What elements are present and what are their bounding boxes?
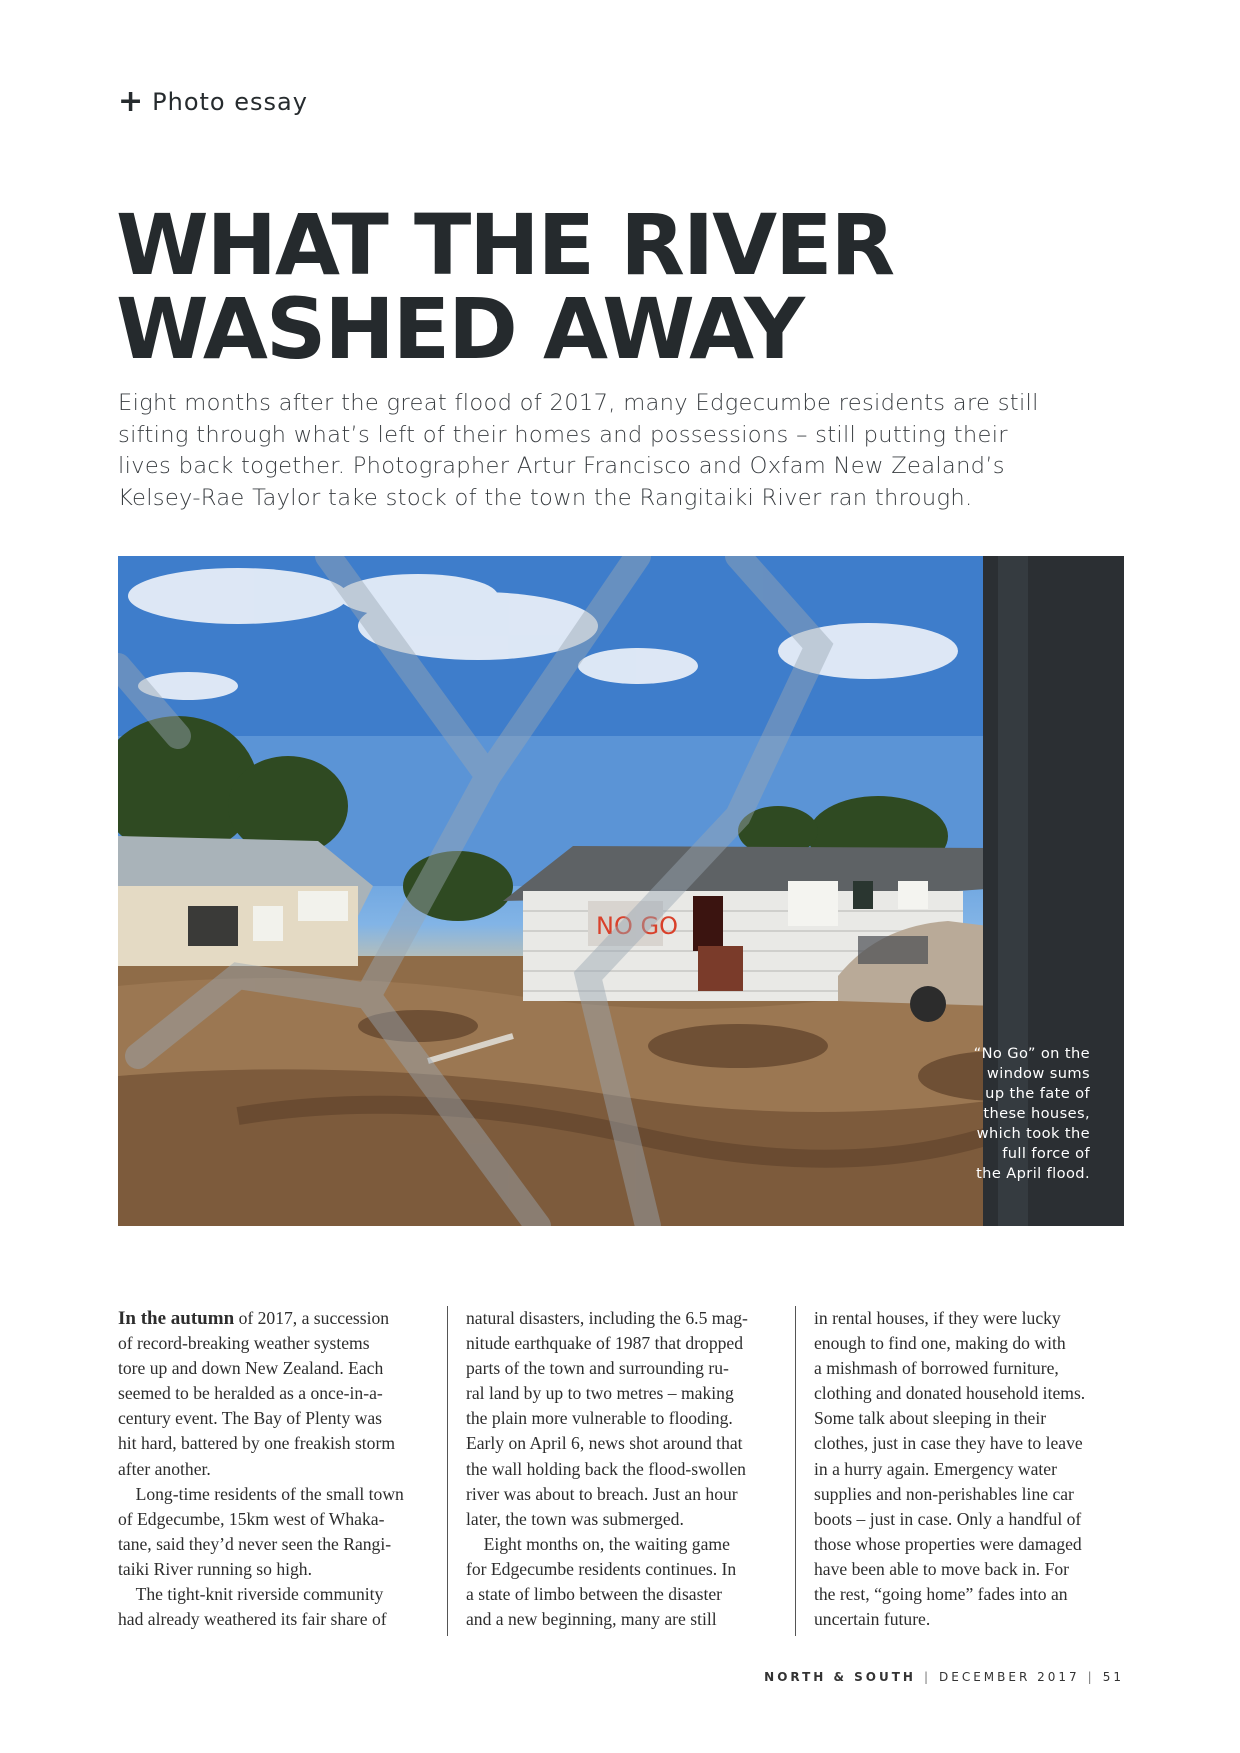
- body-line: [118, 1306, 428, 1331]
- body-line: have been able to move back in. For: [814, 1558, 1070, 1579]
- body-line: hit hard, battered by one freakish storm: [118, 1433, 396, 1454]
- lead-in: In the autumn: [118, 1308, 235, 1329]
- body-line: the rest, “going home” fades into an: [814, 1584, 1068, 1605]
- body-line: natural disasters, including the 6.5 mag-: [466, 1308, 748, 1328]
- headline-line: WASHED AWAY: [116, 280, 803, 378]
- body-line: enough to find one, making do with: [814, 1333, 1066, 1354]
- caption-line: “No Go” on the: [973, 1045, 1090, 1062]
- caption-line: up the fate of: [985, 1085, 1090, 1102]
- footer-separator: |: [1087, 1670, 1095, 1684]
- body-line: those whose properties were damaged: [814, 1533, 1082, 1554]
- body-line: nitude earthquake of 1987 that dropped: [466, 1333, 744, 1354]
- body-line-text: of 2017, a succession: [238, 1308, 390, 1328]
- body-line: the wall holding back the flood-swollen: [466, 1458, 746, 1479]
- standfirst-line: Eight months after the great flood of 2017, many Edgecumbe residents are still: [118, 390, 1039, 416]
- flood-photo: [118, 556, 1124, 1226]
- section-label: Photo essay: [152, 88, 308, 116]
- body-line: Eight months on, the waiting game: [466, 1533, 730, 1554]
- body-line: after another.: [118, 1458, 211, 1479]
- body-line: Long-time residents of the small town: [118, 1483, 404, 1504]
- page-footer: [764, 1670, 1124, 1684]
- body-line: later, the town was submerged.: [466, 1508, 684, 1529]
- body-line: and a new beginning, many are still: [466, 1609, 717, 1630]
- photo-caption: [974, 1044, 1090, 1184]
- body-line: uncertain future.: [814, 1609, 931, 1630]
- footer-separator: |: [923, 1670, 932, 1684]
- caption-line: full force of: [1002, 1145, 1090, 1162]
- standfirst-line: lives back together. Photographer Artur Francisco and Oxfam New Zealand’s: [118, 453, 1005, 479]
- body-column-1: [118, 1306, 428, 1632]
- headline: [116, 196, 894, 378]
- body-line: of record-breaking weather systems: [118, 1333, 370, 1354]
- standfirst-line: sifting through what’s left of their homes and possessions – still putting their: [118, 421, 1008, 448]
- body-line: supplies and non-perishables line car: [814, 1483, 1074, 1504]
- body-line: in rental houses, if they were lucky: [814, 1308, 1061, 1328]
- issue-date: DECEMBER 2017: [939, 1670, 1080, 1684]
- body-line: tane, said they’d never seen the Rangi-: [118, 1533, 392, 1554]
- caption-line: the April flood.: [976, 1165, 1090, 1182]
- body-line: seemed to be heralded as a once-in-a-: [118, 1383, 383, 1404]
- body-line: clothes, just in case they have to leave: [814, 1433, 1083, 1454]
- body-column-3: [814, 1306, 1124, 1632]
- caption-line: which took the: [976, 1125, 1090, 1142]
- body-line: in a hurry again. Emergency water: [814, 1458, 1057, 1479]
- window-graffiti: NO GO: [596, 912, 678, 940]
- section-tag: [118, 84, 308, 119]
- magazine-name: NORTH & SOUTH: [764, 1670, 916, 1684]
- column-rule: [795, 1306, 796, 1636]
- body-line: ral land by up to two metres – making: [466, 1383, 734, 1404]
- body-line: boots – just in case. Only a handful of: [814, 1508, 1082, 1529]
- body-column-2: [466, 1306, 776, 1632]
- body-line: river was about to breach. Just an hour: [466, 1483, 738, 1504]
- body-line: had already weathered its fair share of: [118, 1609, 387, 1630]
- body-line: Some talk about sleeping in their: [814, 1408, 1047, 1429]
- page-number: 51: [1102, 1670, 1124, 1684]
- left-house: [118, 836, 373, 966]
- column-rule: [447, 1306, 448, 1636]
- body-line: clothing and donated household items.: [814, 1383, 1086, 1404]
- body-line: Early on April 6, news shot around that: [466, 1433, 743, 1454]
- standfirst-line: Kelsey-Rae Taylor take stock of the town the Rangitaiki River ran through.: [118, 484, 973, 511]
- caption-line: these houses,: [983, 1105, 1090, 1122]
- body-line: a state of limbo between the disaster: [466, 1584, 723, 1605]
- body-line: a mishmash of borrowed furniture,: [814, 1358, 1059, 1379]
- body-line: The tight-knit riverside community: [118, 1584, 384, 1605]
- body-line: of Edgecumbe, 15km west of Whaka-: [118, 1508, 385, 1529]
- caption-line: window sums: [986, 1065, 1090, 1082]
- body-line: for Edgecumbe residents continues. In: [466, 1558, 737, 1579]
- body-line: parts of the town and surrounding ru-: [466, 1358, 729, 1379]
- body-line: tore up and down New Zealand. Each: [118, 1358, 384, 1379]
- body-line: century event. The Bay of Plenty was: [118, 1408, 383, 1429]
- headline-line: WHAT THE RIVER: [116, 196, 894, 294]
- standfirst: [118, 388, 1039, 514]
- plus-icon: +: [118, 84, 145, 119]
- body-line: the plain more vulnerable to flooding.: [466, 1408, 733, 1429]
- body-line: taiki River running so high.: [118, 1558, 313, 1579]
